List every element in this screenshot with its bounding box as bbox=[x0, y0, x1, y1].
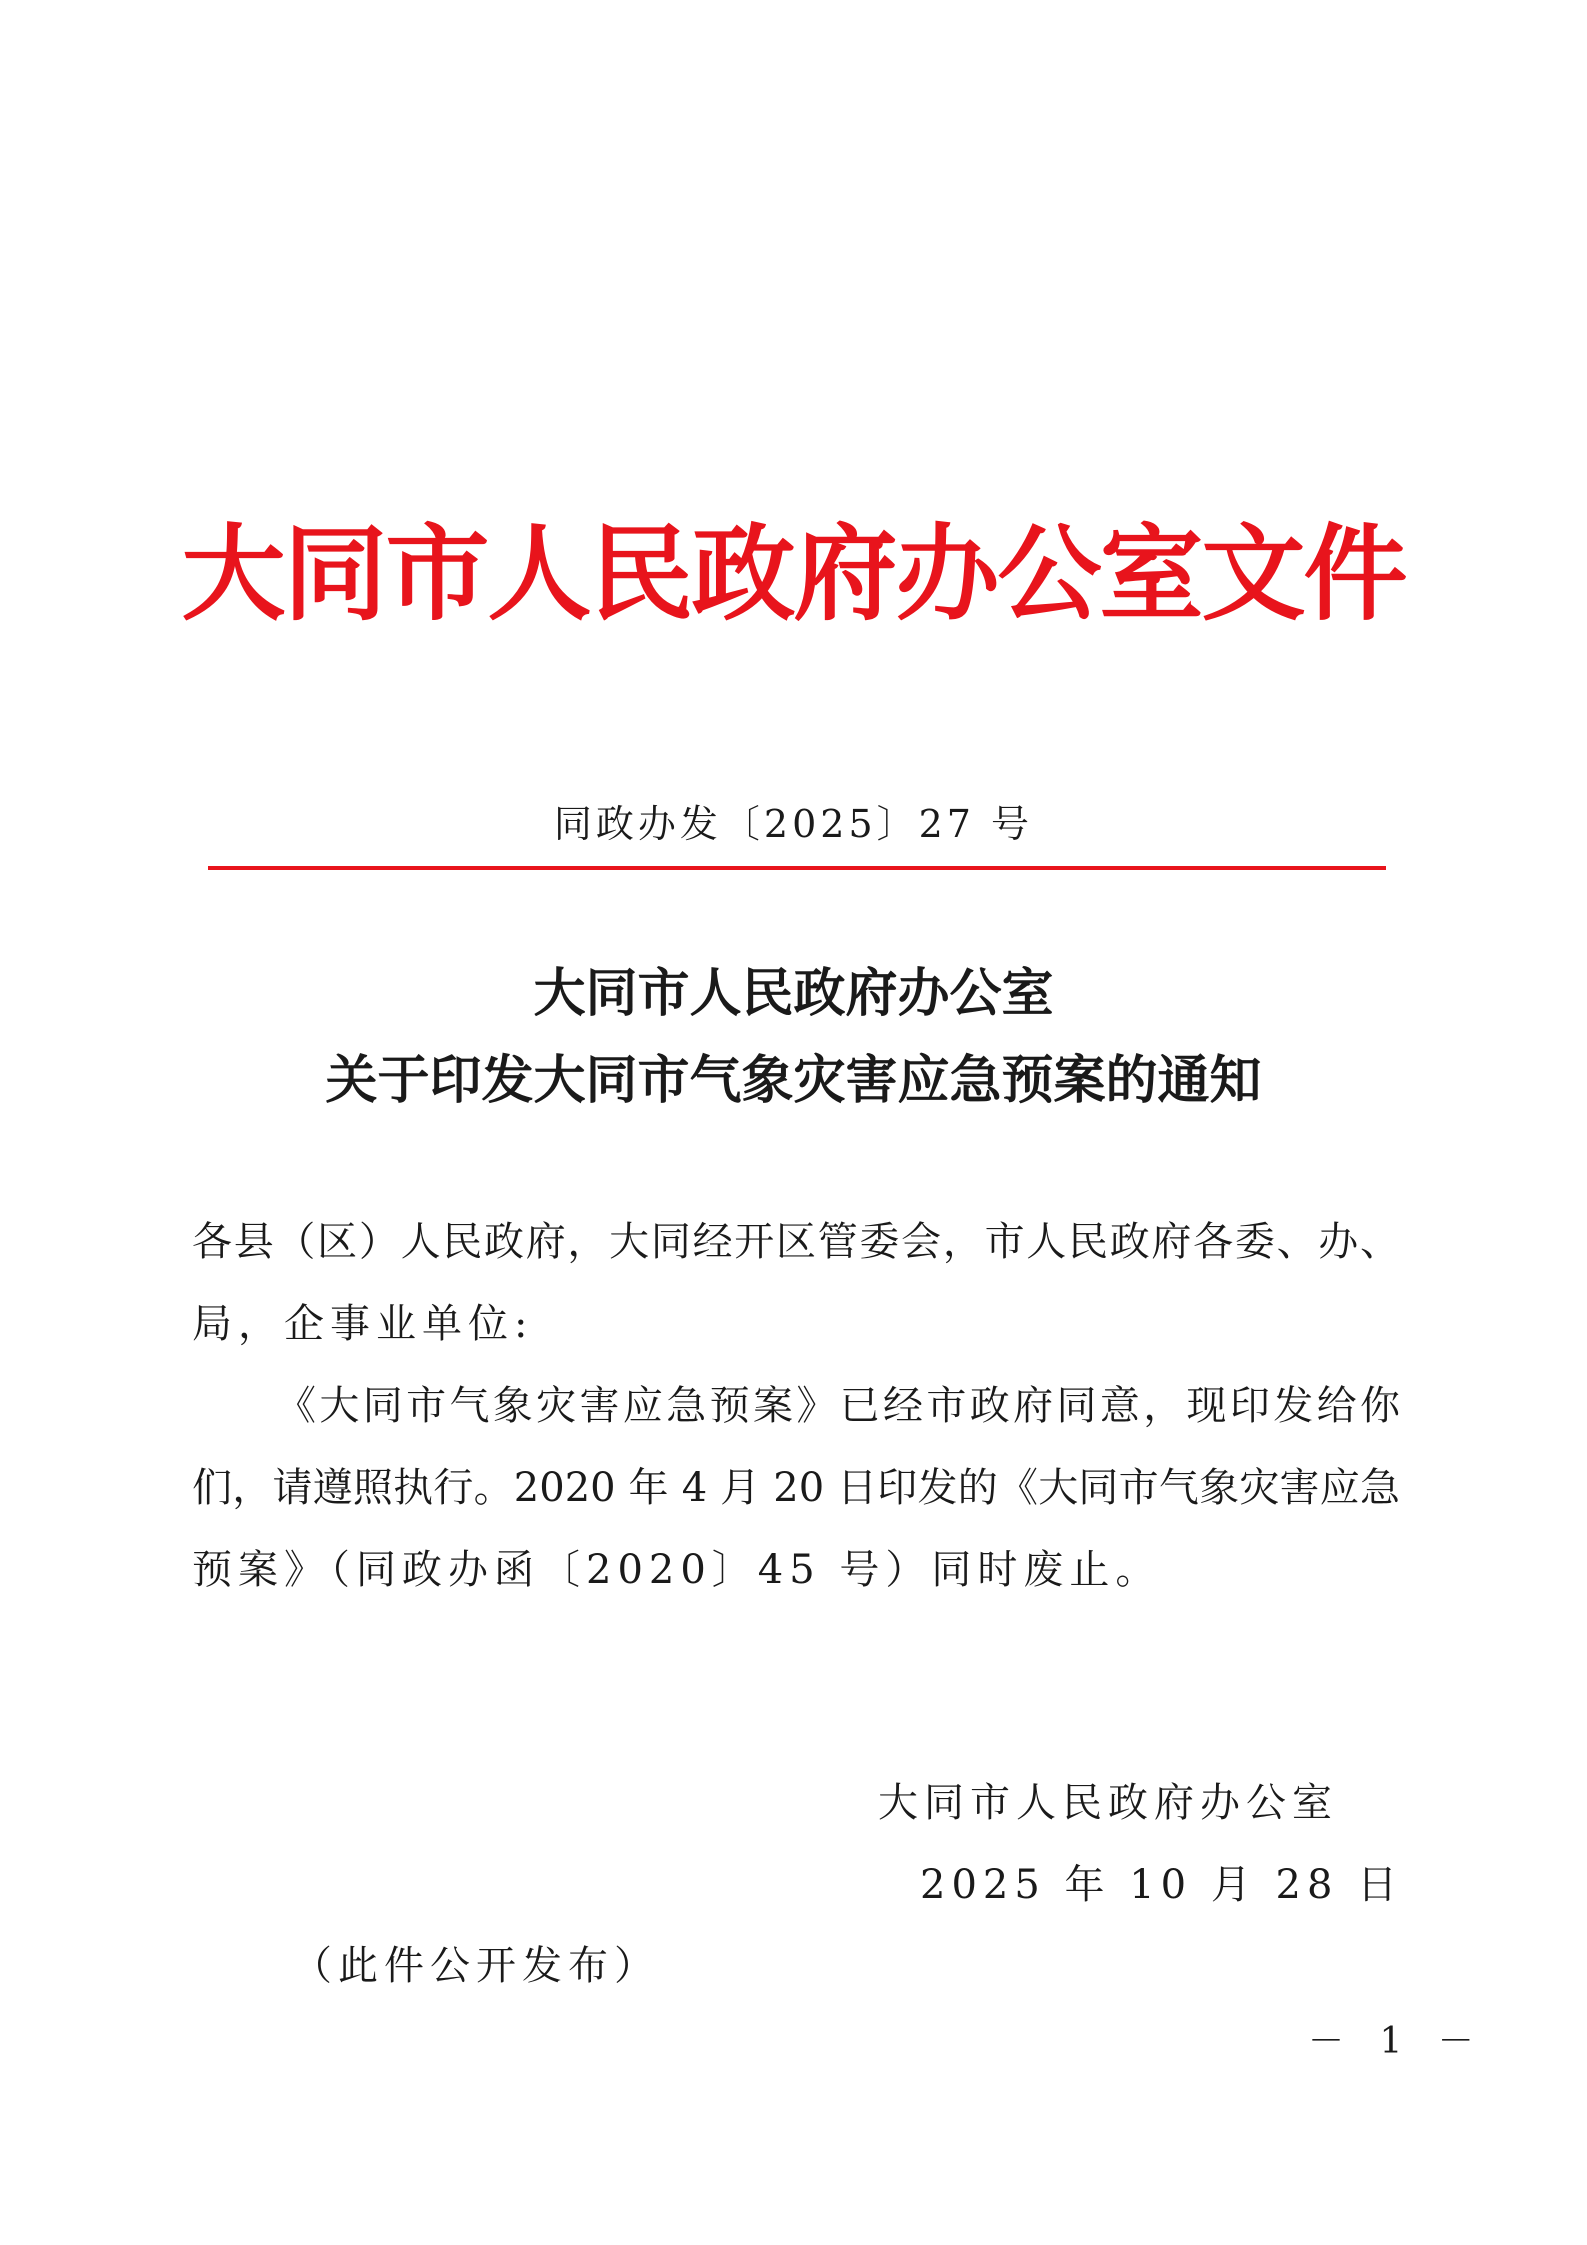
body-paragraph-line-3: 预案》（同政办函〔2020〕45 号）同时废止。 bbox=[192, 1547, 1162, 1593]
addressee-line-1: 各县（区）人民政府，大同经开区管委会，市人民政府各委、办、 bbox=[192, 1219, 1400, 1265]
notice-title-line-2: 关于印发大同市气象灾害应急预案的通知 bbox=[325, 1051, 1262, 1111]
red-divider-rule bbox=[208, 866, 1386, 870]
signature-date: 2025 年 10 月 28 日 bbox=[920, 1862, 1404, 1908]
document-number: 同政办发〔2025〕27 号 bbox=[553, 802, 1034, 846]
addressee-line-2: 局，企事业单位: bbox=[192, 1301, 534, 1347]
notice-title-line-1: 大同市人民政府办公室 bbox=[533, 964, 1054, 1024]
body-paragraph-line-1: 《大同市气象灾害应急预案》已经市政府同意，现印发给你 bbox=[276, 1383, 1400, 1429]
page-number: － 1 － bbox=[1308, 2021, 1486, 2062]
signature-organization: 大同市人民政府办公室 bbox=[878, 1780, 1338, 1826]
body-paragraph-line-2: 们，请遵照执行。2020 年 4 月 20 日印发的《大同市气象灾害应急 bbox=[192, 1465, 1400, 1511]
public-release-note: （此件公开发布） bbox=[292, 1943, 660, 1989]
red-header-title: 大同市人民政府办公室文件 bbox=[181, 513, 1406, 635]
